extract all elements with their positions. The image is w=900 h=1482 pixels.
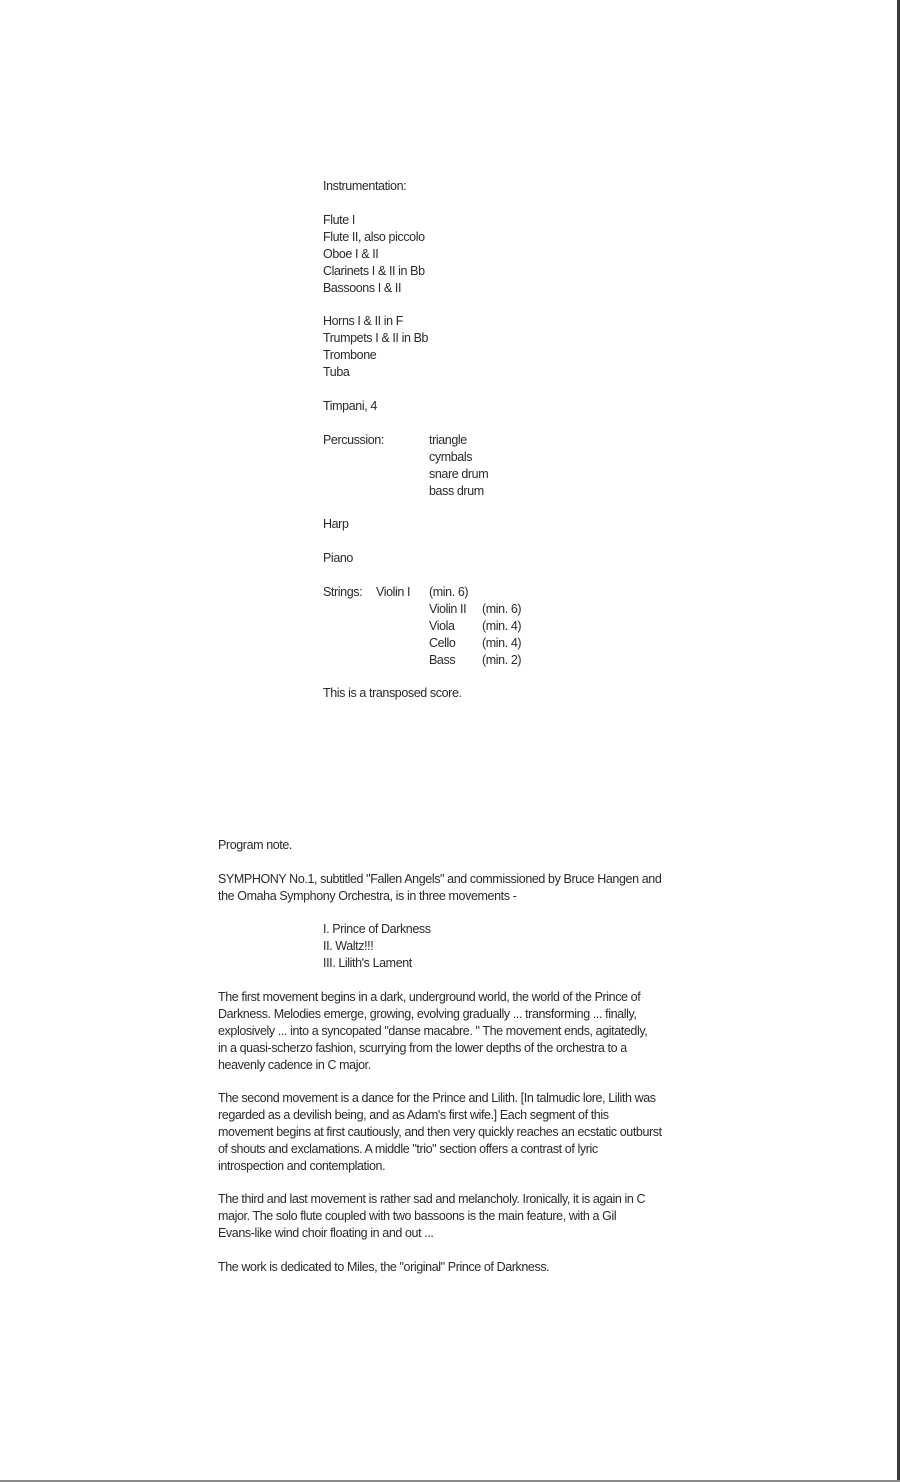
strings-label: Strings: [323, 584, 363, 600]
string-name: Cello [429, 635, 456, 651]
text-line: heavenly cadence in C major. [218, 1058, 371, 1072]
harp-line: Harp [323, 516, 349, 532]
string-count: (min. 6) [429, 584, 469, 600]
text-line: SYMPHONY No.1, subtitled "Fallen Angels" and commissioned by Bruce Hangen and [218, 872, 662, 886]
instrument-line: Oboe I & II [323, 246, 379, 262]
timpani-line: Timpani, 4 [323, 398, 377, 414]
text-line: Darkness. Melodies emerge, growing, evolving gradually ... transforming ... finally, [218, 1007, 637, 1021]
string-count: (min. 6) [482, 601, 522, 617]
string-name: Bass [429, 652, 456, 668]
movement-item: II. Waltz!!! [323, 938, 374, 954]
string-count: (min. 4) [482, 635, 522, 651]
paragraph-third-movement [218, 1191, 688, 1242]
dedication: The work is dedicated to Miles, the "original" Prince of Darkness. [218, 1259, 550, 1275]
text-line: The first movement begins in a dark, underground world, the world of the Prince of [218, 990, 641, 1004]
paragraph-first-movement [218, 989, 688, 1074]
instrument-line: Clarinets I & II in Bb [323, 263, 425, 279]
instrumentation-heading: Instrumentation: [323, 178, 407, 194]
text-line: Evans-like wind choir floating in and out ... [218, 1226, 434, 1240]
text-line: movement begins at first cautiously, and then very quickly reaches an ecstatic outburst [218, 1125, 662, 1139]
text-line: introspection and contemplation. [218, 1159, 386, 1173]
percussion-item: cymbals [429, 449, 473, 465]
percussion-item: bass drum [429, 483, 484, 499]
percussion-item: snare drum [429, 466, 489, 482]
text-line: explosively ... into a syncopated "danse macabre. " The movement ends, agitatedly, [218, 1024, 648, 1038]
text-line: of shouts and exclamations. A middle "trio" section offers a contrast of lyric [218, 1142, 598, 1156]
instrument-line: Flute I [323, 212, 355, 228]
transposed-note: This is a transposed score. [323, 685, 462, 701]
string-name: Viola [429, 618, 455, 634]
instrument-line: Flute II, also piccolo [323, 229, 425, 245]
text-line: The second movement is a dance for the Prince and Lilith. [In talmudic lore, Lilith was [218, 1091, 656, 1105]
paragraph-second-movement [218, 1090, 688, 1175]
text-line: The third and last movement is rather sad and melancholy. Ironically, it is again in C [218, 1192, 646, 1206]
text-line: in a quasi-scherzo fashion, scurrying from the lower depths of the orchestra to a [218, 1041, 627, 1055]
movement-item: I. Prince of Darkness [323, 921, 431, 937]
text-line: regarded as a devilish being, and as Adam's first wife.] Each segment of this [218, 1108, 609, 1122]
instrument-line: Horns I & II in F [323, 313, 404, 329]
instrument-line: Trombone [323, 347, 377, 363]
program-note-heading: Program note. [218, 837, 293, 853]
instrument-line: Tuba [323, 364, 350, 380]
piano-line: Piano [323, 550, 353, 566]
movement-item: III. Lilith's Lament [323, 955, 412, 971]
string-name: Violin II [429, 601, 467, 617]
program-note-intro [218, 871, 688, 905]
string-count: (min. 2) [482, 652, 522, 668]
string-count: (min. 4) [482, 618, 522, 634]
text-line: major. The solo flute coupled with two bassoons is the main feature, with a Gil [218, 1209, 617, 1223]
text-line: the Omaha Symphony Orchestra, is in three movements - [218, 889, 517, 903]
percussion-label: Percussion: [323, 432, 384, 448]
percussion-item: triangle [429, 432, 467, 448]
instrument-line: Bassoons I & II [323, 280, 402, 296]
string-name: Violin I [376, 584, 411, 600]
instrument-line: Trumpets I & II in Bb [323, 330, 429, 346]
